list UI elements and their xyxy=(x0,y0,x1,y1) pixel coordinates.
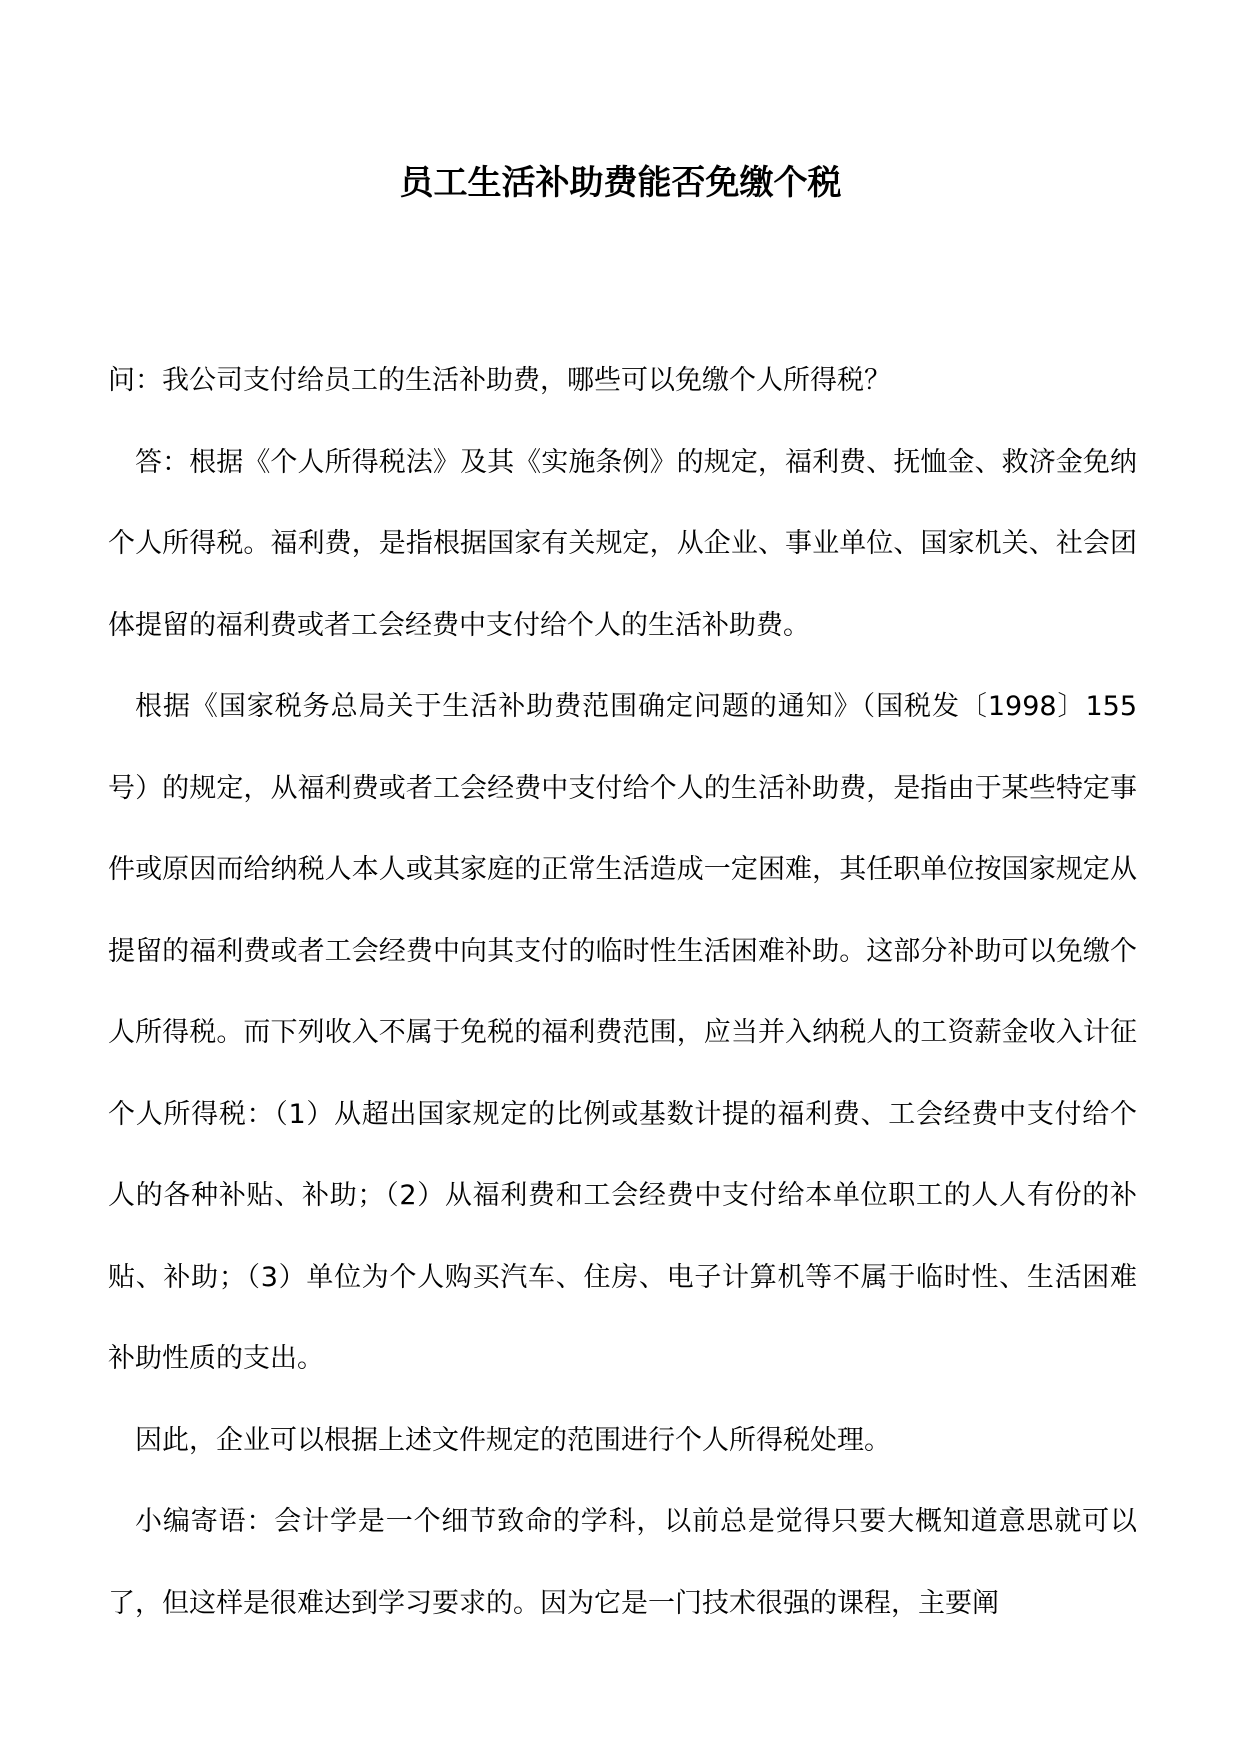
document-body xyxy=(108,340,1137,1644)
document-title: 员工生活补助费能否免缴个税 xyxy=(399,163,842,203)
answer-paragraph: 答：根据《个人所得税法》及其《实施条例》的规定，福利费、抚恤金、救济金免纳个人所得税。福利费，是指根据国家有关规定，从企业、事业单位、国家机关、社会团体提留的福利费或者工会经费中支付给个人的生活补助费。 xyxy=(108,446,1137,641)
question-paragraph: 问：我公司支付给员工的生活补助费，哪些可以免缴个人所得税？ xyxy=(108,365,891,396)
policy-paragraph: 根据《国家税务总局关于生活补助费范围确定问题的通知》（国税发〔1998〕155号）的规定，从福利费或者工会经费中支付给个人的生活补助费，是指由于某些特定事件或原因而给纳税人本人或其家庭的正常生活造成一定困难，其任职单位按国家规定从提留的福利费或者工会经费中向其支付的临时性生活困难补助。这部分补助可以免缴个人所得税。而下列收入不属于免税的福利费范围，应当并入纳税人的工资薪金收入计征个人所得税：（1）从超出国家规定的比例或基数计提的福利费、工会经费中支付给个人的各种补贴、补助；（2）从福利费和工会经费中支付给本单位职工的人人有份的补贴、补助；（3）单位为个人购买汽车、住房、电子计算机等不属于临时性、生活困难补助性质的支出。 xyxy=(108,691,1137,1374)
conclusion-paragraph: 因此，企业可以根据上述文件规定的范围进行个人所得税处理。 xyxy=(135,1424,891,1456)
editor-note-paragraph: 小编寄语：会计学是一个细节致命的学科，以前总是觉得只要大概知道意思就可以了，但这样是很难达到学习要求的。因为它是一门技术很强的课程，主要阐 xyxy=(108,1506,1137,1619)
